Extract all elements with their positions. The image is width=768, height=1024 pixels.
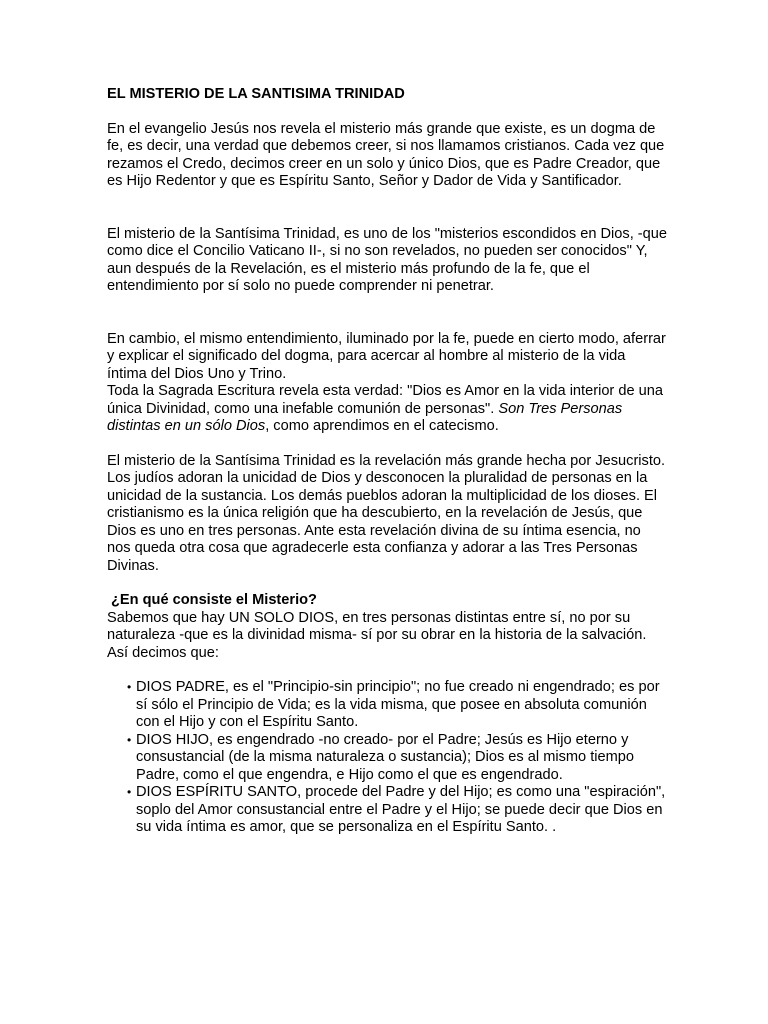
list-item-text: DIOS ESPÍRITU SANTO, procede del Padre y del Hijo; es como una "espiración", soplo del Amor consustancial entre el Padre y el Hijo; se puede decir que Dios en su vida íntima es amor, que se personaliza en el Espíritu Santo. .	[136, 784, 666, 835]
document-page	[107, 86, 667, 837]
persons-list	[107, 679, 667, 837]
list-item-espiritu-santo	[107, 784, 667, 837]
bullet-icon: •	[127, 680, 132, 694]
list-item-hijo	[107, 732, 667, 785]
paragraph-mystery: El misterio de la Santísima Trinidad, es uno de los "misterios escondidos en Dios, -que como dice el Concilio Vaticano II-, si no son revelados, no pueden ser conocidos" Y, aun después de la Revelación, es el misterio más profundo de la fe, que el entendimiento por sí solo no puede comprender ni penetrar.	[107, 225, 668, 294]
bullet-icon: •	[127, 732, 132, 747]
paragraph-understanding: En cambio, el mismo entendimiento, iluminado por la fe, puede en cierto modo, aferrar y explicar el significado del dogma, para acercar al hombre al misterio de la vida íntima del Dios Uno y Trino.	[107, 330, 666, 382]
paragraph-scripture-italic: Son Tres Personas distintas en un sólo Dios	[107, 400, 623, 434]
paragraph-scripture	[107, 383, 667, 436]
section-subheading: ¿En qué consiste el Misterio?	[111, 592, 317, 608]
list-item-text: DIOS HIJO, es engendrado -no creado- por el Padre; Jesús es Hijo eterno y consustancial (de la misma naturaleza o sustancia); Dios es al mismo tiempo Padre, como el que engendra, e Hijo como el que es engendrado.	[136, 731, 635, 783]
bullet-icon: •	[127, 785, 132, 799]
paragraph-scripture-text: Toda la Sagrada Escritura revela esta verdad: "Dios es Amor en la vida interior de una única Divinidad, como una inefable comunión de personas".	[107, 383, 663, 417]
paragraph-intro: En el evangelio Jesús nos revela el misterio más grande que existe, es un dogma de fe, es decir, una verdad que debemos creer, si nos llamamos cristianos. Cada vez que rezamos el Credo, decimos creer en un solo y único Dios, que es Padre Creador, que es Hijo Redentor y que es Espíritu Santo, Señor y Dador de Vida y Santificador.	[107, 120, 665, 189]
paragraph-scripture-end: , como aprendimos en el catecismo.	[265, 418, 499, 434]
paragraph-one-god: Sabemos que hay UN SOLO DIOS, en tres personas distintas entre sí, no por su naturaleza -que es la divinidad misma- sí por su obrar en la historia de la salvación. Así decimos que:	[107, 609, 647, 661]
list-item-padre	[107, 679, 667, 732]
paragraph-revelation: El misterio de la Santísima Trinidad es la revelación más grande hecha por Jesucristo. Los judíos adoran la unicidad de Dios y desconocen la pluralidad de personas en la unicidad de la sustancia. Los demás pueblos adoran la multiplicidad de los dioses. El cristianismo es la única religión que ha descubierto, en la revelación de Jesús, que Dios es uno en tres personas. Ante esta revelación divina de su íntima esencia, no nos queda otra cosa que agradecerle esta confianza y adorar a las Tres Personas Divinas.	[107, 452, 666, 574]
document-title: EL MISTERIO DE LA SANTISIMA TRINIDAD	[107, 86, 405, 102]
list-item-text: DIOS PADRE, es el "Principio-sin principio"; no fue creado ni engendrado; es por sí sólo el Principio de Vida; es la vida misma, que posee en absoluta comunión con el Hijo y con el Espíritu Santo.	[136, 679, 660, 730]
